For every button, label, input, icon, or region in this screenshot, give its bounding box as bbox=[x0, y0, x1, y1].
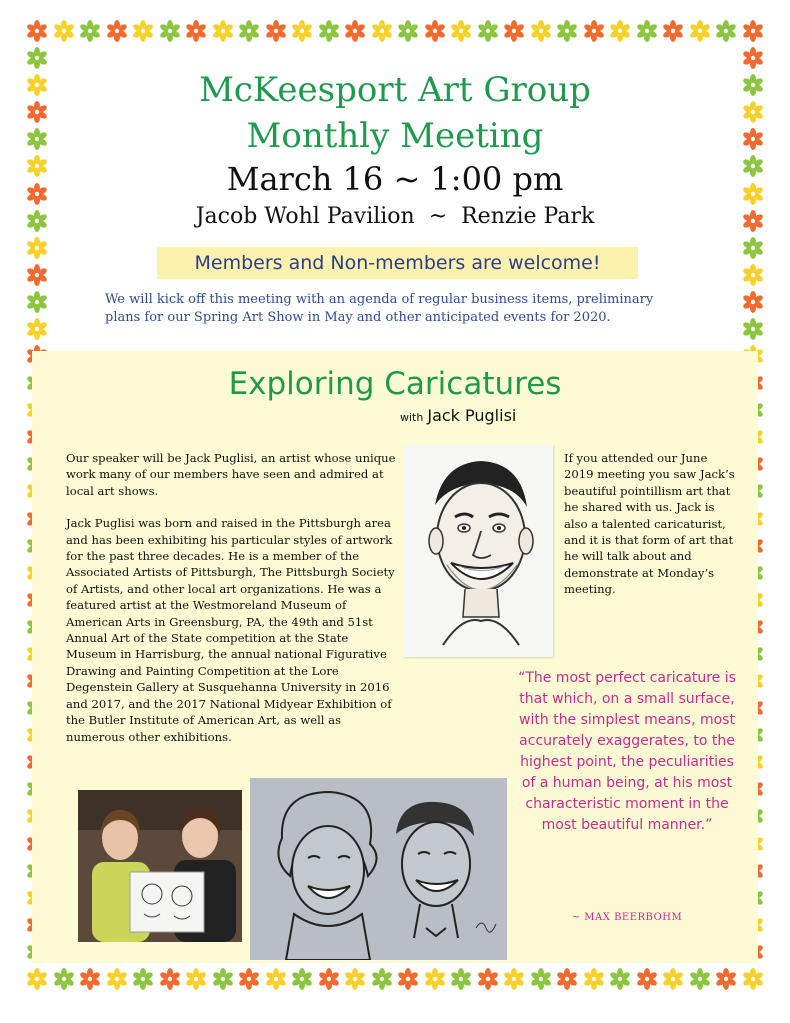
quote-text: “The most perfect caricature is that which, on a small surface, with the simplest means, most accurately exaggerates, to the highest point, the peculiarities of a human being, at his most characteristic moment in the most beautiful manner.” bbox=[518, 670, 736, 833]
photo-two-women-holding-caricature-icon bbox=[78, 790, 242, 942]
feature-subtitle-name: Jack Puglisi bbox=[427, 406, 517, 425]
meeting-date-time: March 16 ~ 1:00 pm bbox=[226, 160, 564, 198]
welcome-banner: Members and Non-members are welcome! bbox=[157, 247, 638, 279]
speaker-note: If you attended our June 2019 meeting you saw Jack’s beautiful pointillism art that he shared with us. Jack is also a talented caricaturist, and it is that form of art that he will talk about and demonstrate at Monday’s meeting. bbox=[564, 451, 735, 597]
speaker-bio bbox=[66, 450, 396, 761]
meeting-venue: Jacob Wohl Pavilion ~ Renzie Park bbox=[195, 204, 595, 229]
bio-paragraph-2: Jack Puglisi was born and raised in the Pittsburgh area and has been exhibiting his particular styles of artwork for the past three decades. He is a member of the Associated Artists of Pittsburgh, The Pittsburgh Society of Artists, and other local art organizations. He was a featured artist at the Westmoreland Museum of American Arts in Greensburg, PA, the 49th and 51st Annual Art of the State competition at the State Museum in Harrisburg, the annual national Figurative Drawing and Painting Competition at the Lore Degenstein Gallery at Susquehanna University in 2016 and 2017, and the 2017 National Midyear Exhibition of the Butler Institute of American Art, as well as numerous other exhibitions. bbox=[66, 516, 395, 744]
title-line-2: Monthly Meeting bbox=[246, 116, 544, 156]
title-line-1: McKeesport Art Group bbox=[199, 70, 591, 110]
bio-paragraph-1: Our speaker will be Jack Puglisi, an artist whose unique work many of our members have seen and admired at local art shows. bbox=[66, 451, 396, 498]
quote-author: ~ MAX BEERBOHM bbox=[571, 912, 683, 923]
caricature-drawing-couple-icon bbox=[250, 778, 507, 960]
feature-subtitle-prefix: with bbox=[400, 411, 424, 424]
feature-subtitle bbox=[400, 406, 600, 428]
caricature-portrait-icon bbox=[403, 445, 553, 657]
feature-title: Exploring Caricatures bbox=[228, 366, 562, 402]
intro-text: We will kick off this meeting with an agenda of regular business items, preliminary plans for our Spring Art Show in May and other anticipated events for 2020. bbox=[105, 292, 654, 325]
